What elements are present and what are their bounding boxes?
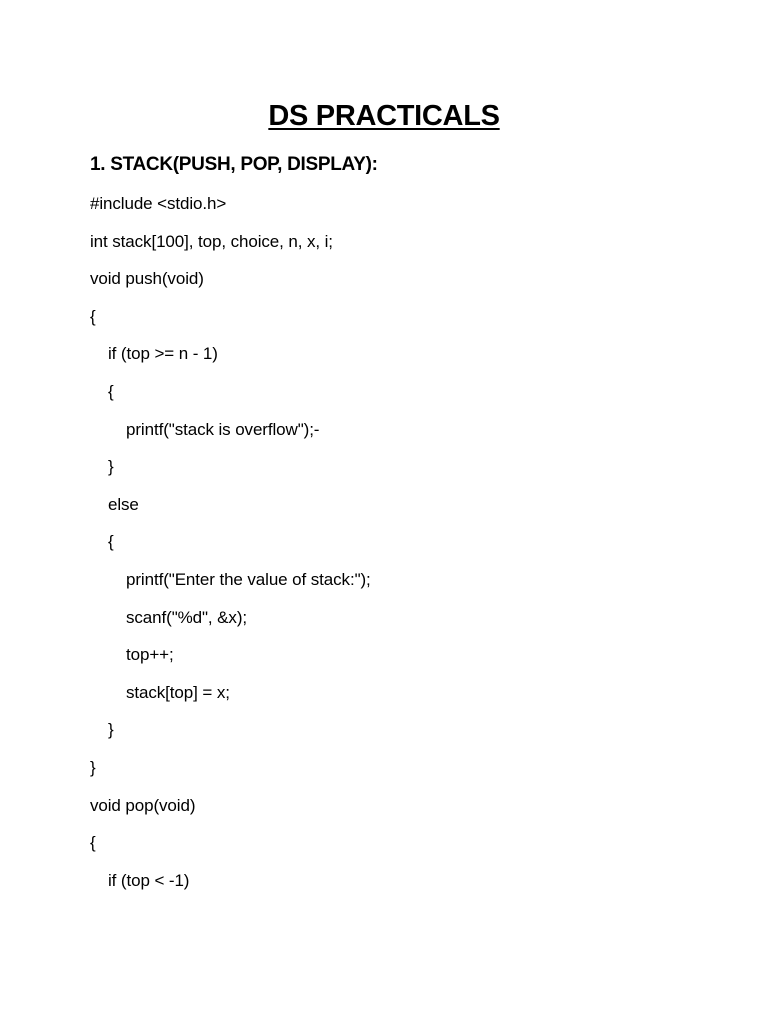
code-line: printf("stack is overflow");- <box>126 419 320 439</box>
code-line: } <box>108 457 114 477</box>
code-line: { <box>108 532 114 552</box>
code-line: void push(void) <box>90 269 204 289</box>
code-line: stack[top] = x; <box>126 682 230 702</box>
code-line: } <box>90 757 96 777</box>
code-line: top++; <box>126 645 174 665</box>
code-line: void pop(void) <box>90 795 196 815</box>
code-line: #include <stdio.h> <box>90 194 227 213</box>
section-heading: 1. STACK(PUSH, POP, DISPLAY): <box>90 154 378 175</box>
code-line: if (top < -1) <box>108 870 190 890</box>
code-line: printf("Enter the value of stack:"); <box>126 569 371 589</box>
code-line: { <box>108 381 114 401</box>
code-line: { <box>90 306 96 326</box>
code-block <box>90 191 710 905</box>
code-line: } <box>108 720 114 740</box>
code-line: int stack[100], top, choice, n, x, i; <box>90 231 333 251</box>
code-line: if (top >= n - 1) <box>108 344 218 364</box>
code-line: { <box>90 833 96 853</box>
page-title: DS PRACTICALS <box>268 100 500 132</box>
code-line: scanf("%d", &x); <box>126 607 248 627</box>
code-line: else <box>108 494 139 514</box>
